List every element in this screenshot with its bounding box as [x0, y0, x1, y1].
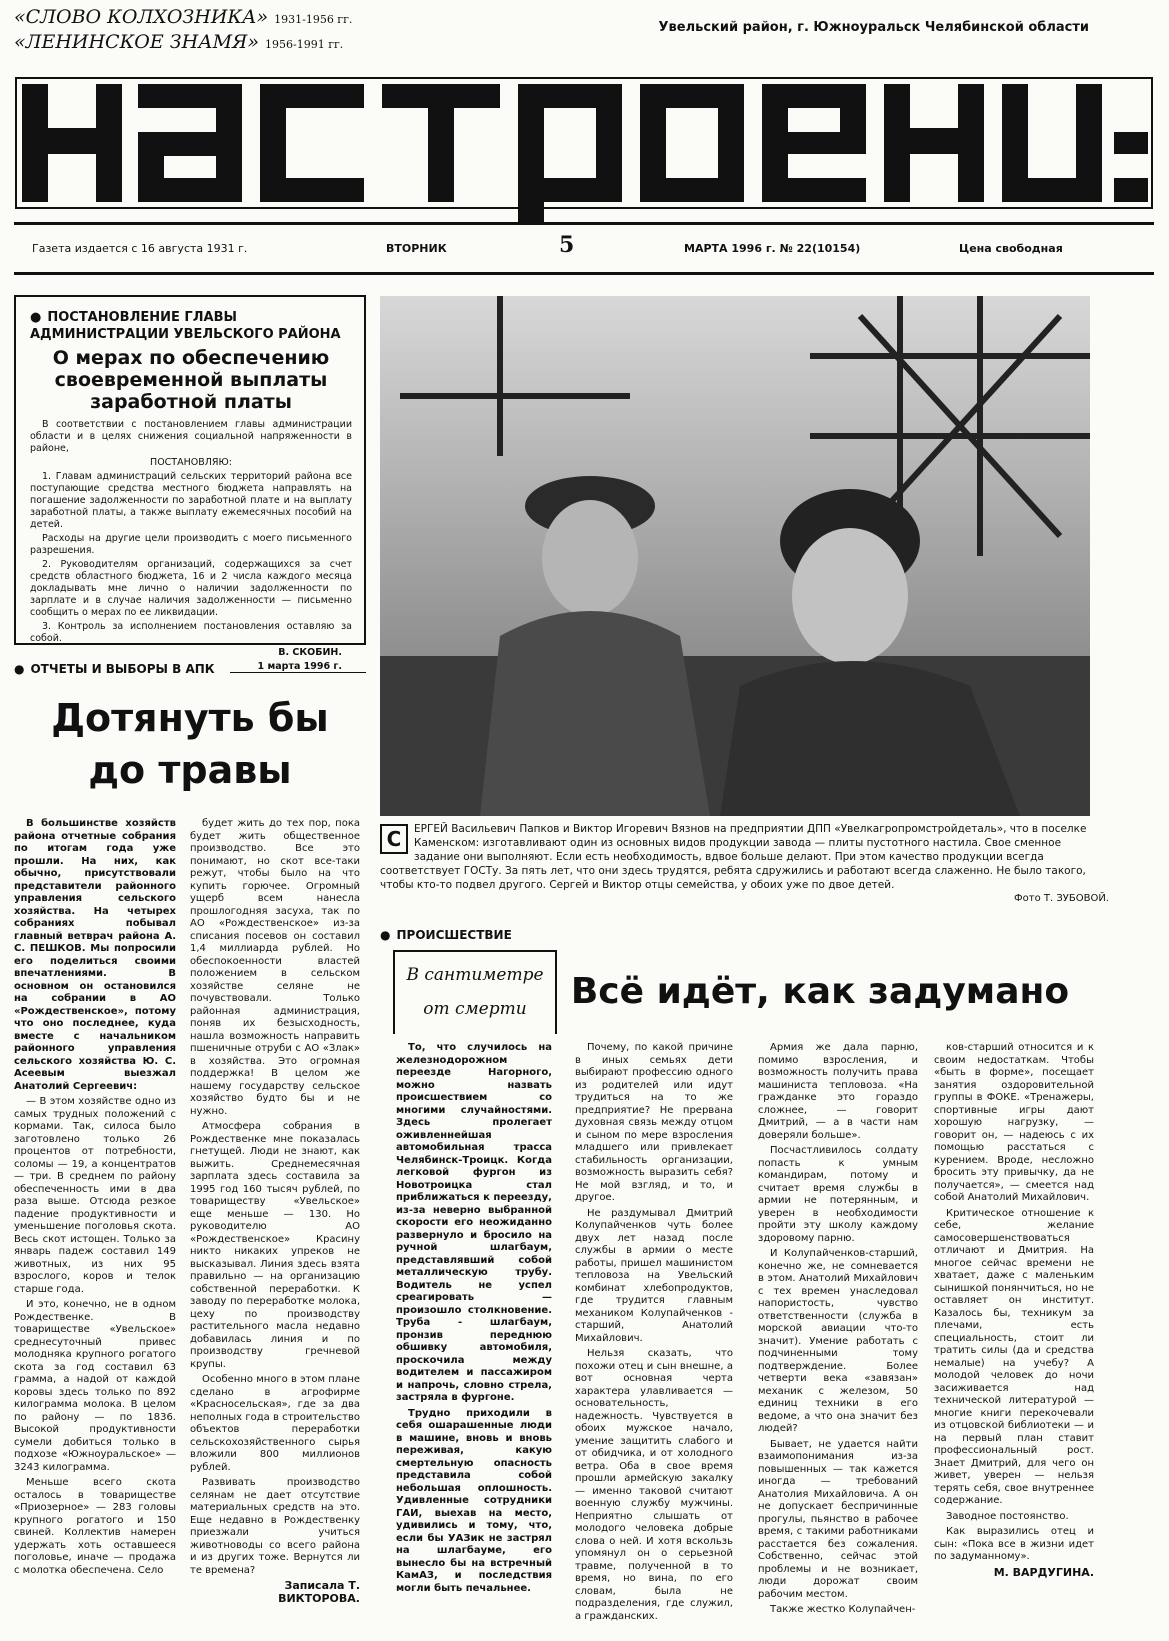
incident-title-box — [393, 950, 557, 1034]
feature-c3p1: ков-старший относится и к своим недостаткам. Чтобы «быть в форме», посещает занятия оздоровительной группы в ФОКЕ. «Тренажеры, спортивные игры дают хорошую нагрузку, — говорит он, — надеюсь с их помощью расстаться с курением. Вроде, несложно бросить эту привычку, да не получается», — смеется над собой Анатолий Михайлович. — [934, 1042, 1094, 1203]
decree-p5: 3. Контроль за исполнением постановления оставляю за собой. — [30, 621, 352, 644]
apk-byline: Записала Т. ВИКТОРОВА. — [278, 1579, 360, 1605]
incident-title-line2: от смерти — [423, 999, 527, 1019]
apk-kicker: ● ОТЧЕТЫ И ВЫБОРЫ В АПК — [14, 662, 366, 676]
apk-kicker-rule — [230, 672, 366, 673]
incident-kicker: ● ПРОИСШЕСТВИЕ — [380, 928, 512, 942]
feature-c2p1: Армия же дала парню, помимо взросления, и возможность получить права машиниста тепловоза. «На гражданке это гораздо сложнее, — говорит Дмитрий, — а в части нам доверяли больше». — [758, 1042, 918, 1141]
feature-column-3 — [934, 1042, 1094, 1632]
feature-c3p4: Как выразились отец и сын: «Пока все в жизни идет по задуманному». — [934, 1526, 1094, 1562]
photo-illustration — [380, 296, 1090, 816]
feature-c3p3: Заводное постоянство. — [946, 1510, 1069, 1522]
apk-column-2 — [190, 818, 360, 1636]
feature-c2p2: Посчастливилось солдату попасть к умным командирам, потому и считает время службы в армии не потерянным, и уверен в необходимости пройти эту школу каждому здоровому парню. — [758, 1145, 918, 1244]
feature-column-2 — [758, 1042, 918, 1632]
decree-kicker: ● ПОСТАНОВЛЕНИЕ ГЛАВЫ АДМИНИСТРАЦИИ УВЕЛЬСКОГО РАЙОНА — [30, 309, 352, 343]
decree-p3: Расходы на другие цели производить с моего письменного разрешения. — [30, 533, 352, 556]
incident-p1: То, что случилось на железнодорожном переезде Нагорного, можно назвать происшествием со многими случайностями. Здесь пролегает оживленнейшая автомобильная трасса Челябинск-Троицк. Когда легковой фургон из Новотроицка стал приближаться к переезду, из-за неверно выбранной скорости его неожиданно развернуло и бросило на ручной шлагбаум, представлявший собой металлическую трубу. Водитель не успел среагировать — произошло столкновение. Труба - шлагбаум, пронзив переднюю обшивку автомобиля, проскочила между водителем и пассажиром и напрочь, словно стрела, застряла в фургоне. — [396, 1042, 552, 1403]
apk-c2p3: Особенно много в этом плане сделано в агрофирме «Красносельская», где за два неполных года в строительство объектов переработки сельскохозяйственного сырья вложили 800 миллионов рублей. — [190, 1374, 360, 1473]
feature-c1p1: Почему, по какой причине в иных семьях дети выбирают профессию одного из родителей или идут трудиться на то же предприятие? Не прервана духовная связь между отцом и сыном по мере взросления младшего или привлекает стабильность организации, возможность выразить себя? Не мой взгляд, и то, и другое. — [575, 1042, 733, 1203]
apk-c1p2: И это, конечно, не в одном Рождественке. В товариществе «Увельское» среднесуточный привес молодняка крупного рогатого скота за год составил 63 грамма, а надой от каждой коровы здесь только по 892 килограмма молока. В целом по району — по 1836. Высокой продуктивности сумели добиться только в подхозе «Южноуральское» — 3243 килограмма. — [14, 1299, 176, 1473]
workers-photo — [380, 296, 1090, 816]
predecessor-2-years: 1956-1991 гг. — [265, 38, 344, 51]
decree-p1: В соответствии с постановлением главы администрации области и в целях снижения социальной напряженности в районе, — [30, 419, 352, 454]
caption-text: ЕРГЕЙ Васильевич Папков и Виктор Игоревич Вязнов на предприятии ДПП «Увелкагропромстройдеталь», что в поселке Каменском: изготавливают один из основных видов продукции завода — плиты пустотного настила. Свое сменное задание они выполняют. Если есть необходимость, вдвое больше делают. При этом качество продукции всегда соответствует ГОСТу. За пять лет, что они здесь трудятся, ребята сдружились и работают всегда слаженно. Не было такого, чтобы кто-то подвел другого. Сергей и Виктор отцы семейства, у обоих уже по двое детей. — [380, 823, 1087, 891]
apk-c2p4: Развивать производство селянам не дает отсутствие материальных средств на это. Еще недавно в Рождественку приезжали учиться животноводы со всего района и из других тоже. Вернутся ли те времена? — [190, 1477, 360, 1576]
region-line: Увельский район, г. Южноуральск Челябинской области — [658, 20, 1089, 35]
apk-column-1 — [14, 818, 176, 1636]
feature-headline: Всё идёт, как задумано — [570, 971, 1070, 1012]
feature-c1p2: Не раздумывал Дмитрий Колупайченков чуть более двух лет назад после службы в армии о месте работы, пришел машинистом тепловоза на Увельский комбинат хлебопродуктов, где трудится главным механиком Колупайченков - старший, Анатолий Михайлович. — [575, 1207, 733, 1344]
feature-c2p3: И Колупайченков-старший, конечно же, не сомневается в этом. Анатолий Михайлович с тех времен унаследовал напористость, чувство ответственности (служба в морской авиации что-то значит). Умение работать с подчиненными тому подтверждение. Более четверти века «завязан» механик с железом, 50 единиц техники в его ведоме, а что она значит без людей? — [758, 1248, 918, 1434]
incident-title-line1: В сантиметре — [406, 965, 544, 985]
masthead-logo — [14, 44, 1154, 222]
predecessor-1-years: 1931-1956 гг. — [274, 13, 353, 26]
issue-meta-bar — [14, 234, 1154, 275]
incident-column — [396, 1042, 552, 1594]
decree-resolve: ПОСТАНОВЛЯЮ: — [150, 457, 232, 468]
predecessor-2: «ЛЕНИНСКОЕ ЗНАМЯ» — [14, 31, 260, 53]
feature-c1p3: Нельзя сказать, что похожи отец и сын внешне, а вот основная черта характера улавливается — основательность, надежность. Чувствуется в обоих мужское начало, умение защитить слабого и от обидчика, и от холодного ветра. Оба в свое время прошли армейскую закалку — именно таковой считают военную службу мужчины. Неприятно слышать от молодого человека добрые слова о ней. И хотя вскользь упомянул он о серьезной травме, полученной в то время, но вина, по его словам, была не подразделения, где служил, а гражданских. — [575, 1348, 733, 1622]
apk-title-line1: Дотянуть бы — [51, 696, 329, 740]
apk-c1p3: Меньше всего скота осталось в товариществе «Приозерное» — 283 головы крупного рогатого и 150 свиней. Коллектив намерен удержать хоть оставшееся поголовье, иначе — продажа с молотка обеспечена. Село — [14, 1477, 176, 1576]
apk-c1p1: — В этом хозяйстве одно из самых трудных положений с кормами. Так, силоса было заготовлено только 26 процентов от потребности, соломы — 19, а концентратов — три. В среднем по району обеспеченность ими в два раза выше. Отсюда резкое падение продуктивности и уменьшение поголовья скота. Весь скот истощен. Только за январь падеж составил 149 животных, из них 95 взрослого, коров и телок старше года. — [14, 1096, 176, 1295]
weekday: ВТОРНИК — [386, 242, 447, 255]
decree-p2: 1. Главам администраций сельских территорий района все поступающие средства местного бюджета направлять на погашение задолженности по заработной плате и на выплату заработной платы, а также выплату ежемесячных пособий на детей. — [30, 471, 352, 530]
decree-p4: 2. Руководителям организаций, содержащихся за счет средств областного бюджета, 16 и 2 числа каждого месяца докладывать мне лично о наличии задолженности по зарплате и в случае наличия задолженности — письменно сообщить о мерах по ее ликвидации. — [30, 559, 352, 618]
photo-credit: Фото Т. ЗУБОВОЙ. — [1014, 893, 1109, 904]
published-since: Газета издается с 16 августа 1931 г. — [32, 242, 248, 255]
decree-title: О мерах по обеспечению своевременной выплаты заработной платы — [52, 347, 330, 413]
decree-date: 1 марта 1996 г. — [257, 661, 342, 672]
apk-lead: В большинстве хозяйств района отчетные собрания по итогам года уже прошли. На них, как обычно, присутствовали представители районного управления сельского хозяйства. На четырех собраниях побывал главный ветврач района А. С. ПЕШКОВ. Мы попросили его поделиться своими впечатлениями. В основном он остановился на собрании в АО «Рождественское», потому что оно последнее, куда вместе с начальником районного управления сельского хозяйства Ю. С. Асеевым выезжал Анатолий Сергеевич: — [14, 818, 176, 1092]
feature-c2p5: Также жестко Колупайчен- — [770, 1604, 916, 1615]
feature-column-1 — [575, 1042, 733, 1632]
apk-title-line2: до травы — [88, 748, 292, 792]
apk-headline — [14, 692, 366, 796]
caption-dropcap: С — [380, 824, 408, 854]
date-issue: МАРТА 1996 г. № 22(10154) — [684, 242, 861, 255]
feature-c2p4: Бывает, не удается найти взаимопонимания из-за повышенных — так кажется иногда — требований Анатолия Михайловича. А он не допускает беспричинные прогулы, пьянство в рабочее время, с такими работниками расстается без сожаления. Собственно, сейчас этой проблемы и не возникает, люди дорожат своим рабочим местом. — [758, 1438, 918, 1600]
decree-signature: В. СКОБИН. — [278, 647, 342, 658]
feature-byline: М. ВАРДУГИНА. — [993, 1565, 1094, 1579]
masthead — [14, 44, 1154, 225]
apk-c2p1: будет жить до тех пор, пока будет жить общественное производство. Все это понимают, но скот все-таки режут, чтобы было на что купить горючее. Огромный ущерб всем нанесла прошлогодняя засуха, так по АО «Рождественское» из-за списания посевов он составил 1,4 миллиарда рублей. Но обеспокоенности властей положением в сельском хозяйстве селяне не почувствовали. Только районная администрация, поняв их безысходность, нашла возможность направить пшеничные отруби с АО «Злак» в хозяйства. Это огромная поддержка! В целом же нашему государству сельское хозяйство будто бы и не нужно. — [190, 818, 360, 1117]
day-number: 5 — [559, 232, 575, 258]
feature-c3p2: Критическое отношение к себе, желание самосовершенствоваться отличают и Дмитрия. На многое сейчас времени не хватает, даже с маленьким сынишкой понянчиться, но не оставляет он институт. Казалось бы, техникум за плечами, есть специальность, стоит ли тратить силы (да и средства немалые) на учебу? А молодой человек до ночи засиживается над технической литературой — многие книги перекочевали из отцовской библиотеки — и на первый план ставит профессиональный рост. Знает Дмитрий, для чего он живет, уверен — нельзя терять себя, свое внутреннее содержание. — [934, 1207, 1094, 1506]
apk-c2p2: Атмосфера собрания в Рождественке мне показалась гнетущей. Люди не знают, как выжить. Среднемесячная зарплата здесь составила за 1995 год 160 тысяч рублей, по товариществу «Увельское» еще меньше — 130. Но руководителю АО «Рождественское» Красину никто никаких упреков не высказывал. Линия здесь взята правильно — на организацию собственной переработки. К заводу по переработке молока, цеху по производству растительного масла недавно добавилась линия и по производству гречневой крупы. — [190, 1121, 360, 1370]
price: Цена свободная — [959, 242, 1063, 255]
incident-p2: Трудно приходили в себя ошарашенные люди в машине, вновь и вновь переживая, какую смертельную опасность представила собой небольшая оплошность. Удивленные сотрудники ГАИ, выехав на место, удивились и тому, что, если бы УАЗик не застрял на шлагбауме, его вынесло бы на встречный КамАЗ, и последствия могли быть печальнее. — [396, 1407, 552, 1594]
predecessor-1: «СЛОВО КОЛХОЗНИКА» — [14, 6, 269, 28]
photo-caption — [380, 822, 1092, 892]
